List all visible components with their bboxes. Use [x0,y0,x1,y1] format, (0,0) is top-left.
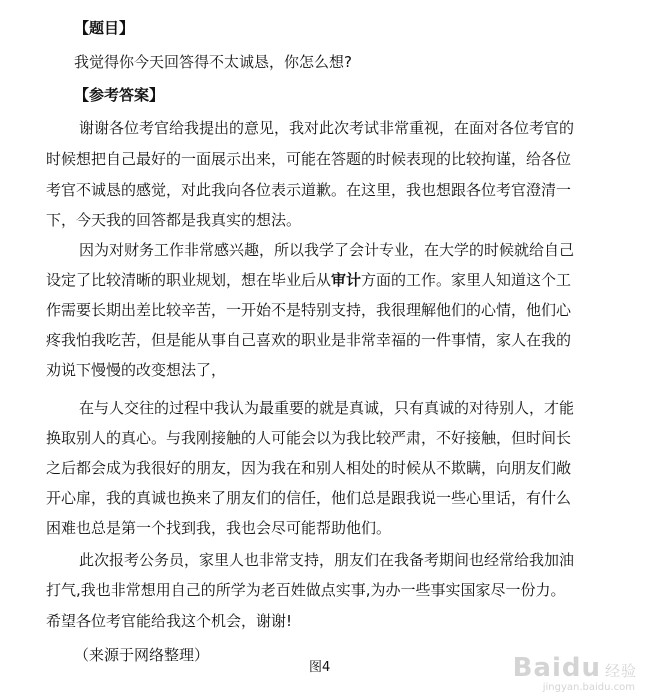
source-note: （来源于网络整理） [74,646,210,664]
paragraph1-line: 谢谢各位考官给我提出的意见，我对此次考试非常重视，在面对各位考官的 [79,119,575,137]
paragraph3-line: 在与人交往的过程中我认为最重要的就是真诚，只有真诚的对待别人，才能 [79,399,575,417]
paragraph1-line: 时候想把自己最好的一面展示出来，可能在答题的时候表现的比较拘谨，给各位 [46,150,572,168]
paragraph2-line: 作需要长期出差比较辛苦，一开始不是特别支持，我很理解他们的心情，他们心 [46,301,572,319]
paragraph2-line [46,270,571,290]
paragraph2-line: 因为对财务工作非常感兴趣，所以我学了会计专业，在大学的时候就给自己 [79,241,575,259]
paragraph2-line: 疼我怕我吃苦，但是能从事自己喜欢的职业是非常幸福的一件事情，家人在我的 [46,331,572,349]
watermark-brand: Baidu [512,653,601,683]
paragraph3-line: 换取别人的真心。与我刚接触的人可能会以为我比较严肃，不好接触，但时间长 [46,429,572,447]
highlighted-term: 审计 [331,271,362,289]
baidu-watermark-logo [513,653,637,683]
paragraph1-line: 考官不诚恳的感觉，对此我向各位表示道歉。在这里，我也想跟各位考官澄清一 [46,181,572,199]
watermark-url: jingyan.baidu.com [542,682,635,693]
paragraph2-text-before: 设定了比较清晰的职业规划，想在毕业后从 [46,271,332,289]
heading-answer-label: 【参考答案】 [74,86,165,104]
watermark-brand-cn: 经验 [604,662,637,680]
paragraph4-line: 希望各位考官能给我这个机会，谢谢! [46,612,293,630]
paragraph3-line: 之后都会成为我很好的朋友，因为我在和别人相处的时候从不欺瞒，向朋友们敞 [46,459,572,477]
figure-caption: 图4 [309,660,331,675]
paragraph4-line: 此次报考公务员，家里人也非常支持，朋友们在我备考期间也经常给我加油 [79,551,575,569]
paragraph2-text-after: 方面的工作。家里人知道这个工 [361,271,572,289]
paragraph3-line: 开心扉，我的真诚也换来了朋友们的信任，他们总是跟我说一些心里话，有什么 [46,489,572,507]
question-text: 我觉得你今天回答得不太诚恳，你怎么想? [74,53,352,71]
heading-question-label: 【题目】 [74,19,135,37]
paragraph1-line: 下，今天我的回答都是我真实的想法。 [46,211,302,229]
paragraph4-line: 打气,我也非常想用自己的所学为老百姓做点实事,为办一些事实国家尽一份力。 [46,581,566,599]
paragraph2-line: 劝说下慢慢的改变想法了， [46,361,227,379]
paragraph3-line: 困难也总是第一个找到我，我也会尽可能帮助他们。 [46,519,392,537]
